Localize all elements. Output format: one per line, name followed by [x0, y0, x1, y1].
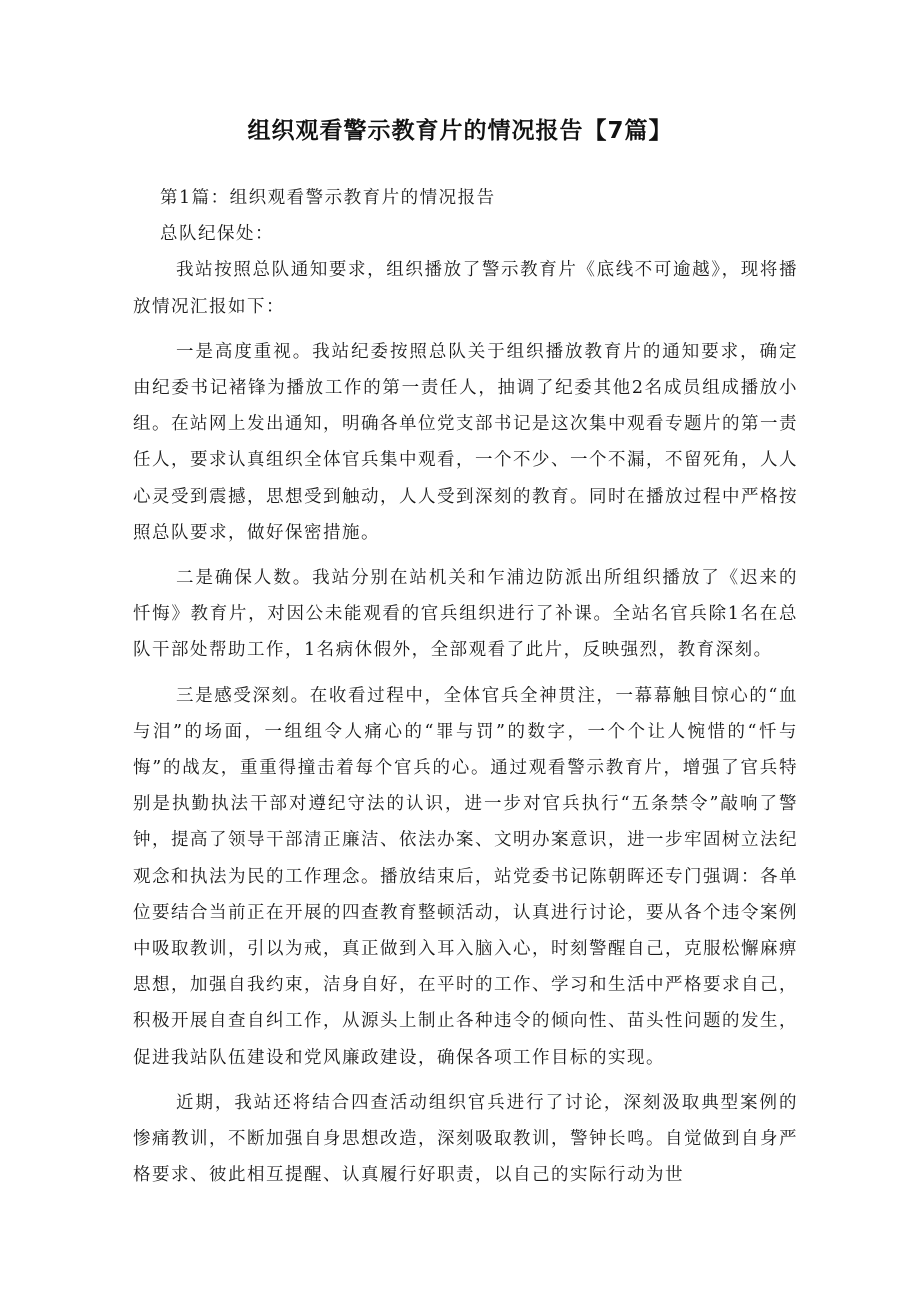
salutation: 总队纪保处： — [160, 224, 274, 245]
paragraph-intro: 我站按照总队通知要求，组织播放了警示教育片《底线不可逾越》，现将播放情况汇报如下： — [133, 260, 798, 317]
paragraph-point-3: 三是感受深刻。在收看过程中，全体官兵全神贯注，一幕幕触目惊心的“血与泪”的场面，一组组令人痛心的“罪与罚”的数字，一个个让人惋惜的“忏与悔”的战友，重重得撞击着每个官兵的心。通过观看警示教育片，增强了官兵特别是执勤执法干部对遵纪守法的认识，进一步对官兵执行“五条禁令”敲响了警钟，提高了领导干部清正廉洁、依法办案、文明办案意识，进一步牢固树立法纪观念和执法为民的工作理念。播放结束后，站党委书记陈朝晖还专门强调：各单位要结合当前正在开展的四查教育整顿活动，认真进行讨论，要从各个违令案例中吸取教训，引以为戒，真正做到入耳入脑入心，时刻警醒自己，克服松懈麻痹思想，加强自我约束，洁身自好，在平时的工作、学习和生活中严格要求自己，积极开展自查自纠工作，从源头上制止各种违令的倾向性、苗头性问题的发生，促进我站队伍建设和党风廉政建设，确保各项工作目标的实现。 — [133, 685, 798, 1068]
paragraph-point-2: 二是确保人数。我站分别在站机关和乍浦边防派出所组织播放了《迟来的忏悔》教育片，对因公未能观看的官兵组织进行了补课。全站名官兵除1名在总队干部处帮助工作，1名病休假外，全部观看了此片，反映强烈，教育深刻。 — [133, 568, 798, 661]
paragraph-point-1: 一是高度重视。我站纪委按照总队关于组织播放教育片的通知要求，确定由纪委书记褚锋为播放工作的第一责任人，抽调了纪委其他2名成员组成播放小组。在站网上发出通知，明确各单位党支部书记是这次集中观看专题片的第一责任人，要求认真组织全体官兵集中观看，一个不少、一个不漏，不留死角，人人心灵受到震撼，思想受到触动，人人受到深刻的教育。同时在播放过程中严格按照总队要求，做好保密措施。 — [133, 341, 798, 543]
document-body — [133, 180, 798, 1193]
document-title: 组织观看警示教育片的情况报告【7篇】 — [247, 118, 673, 144]
section-heading: 第1篇：组织观看警示教育片的情况报告 — [160, 188, 496, 208]
paragraph-followup: 近期，我站还将结合四查活动组织官兵进行了讨论，深刻汲取典型案例的惨痛教训，不断加强自身思想改造，深刻吸取教训，警钟长鸣。自觉做到自身严格要求、彼此相互提醒、认真履行好职责，以自己的实际行动为世 — [133, 1092, 798, 1186]
